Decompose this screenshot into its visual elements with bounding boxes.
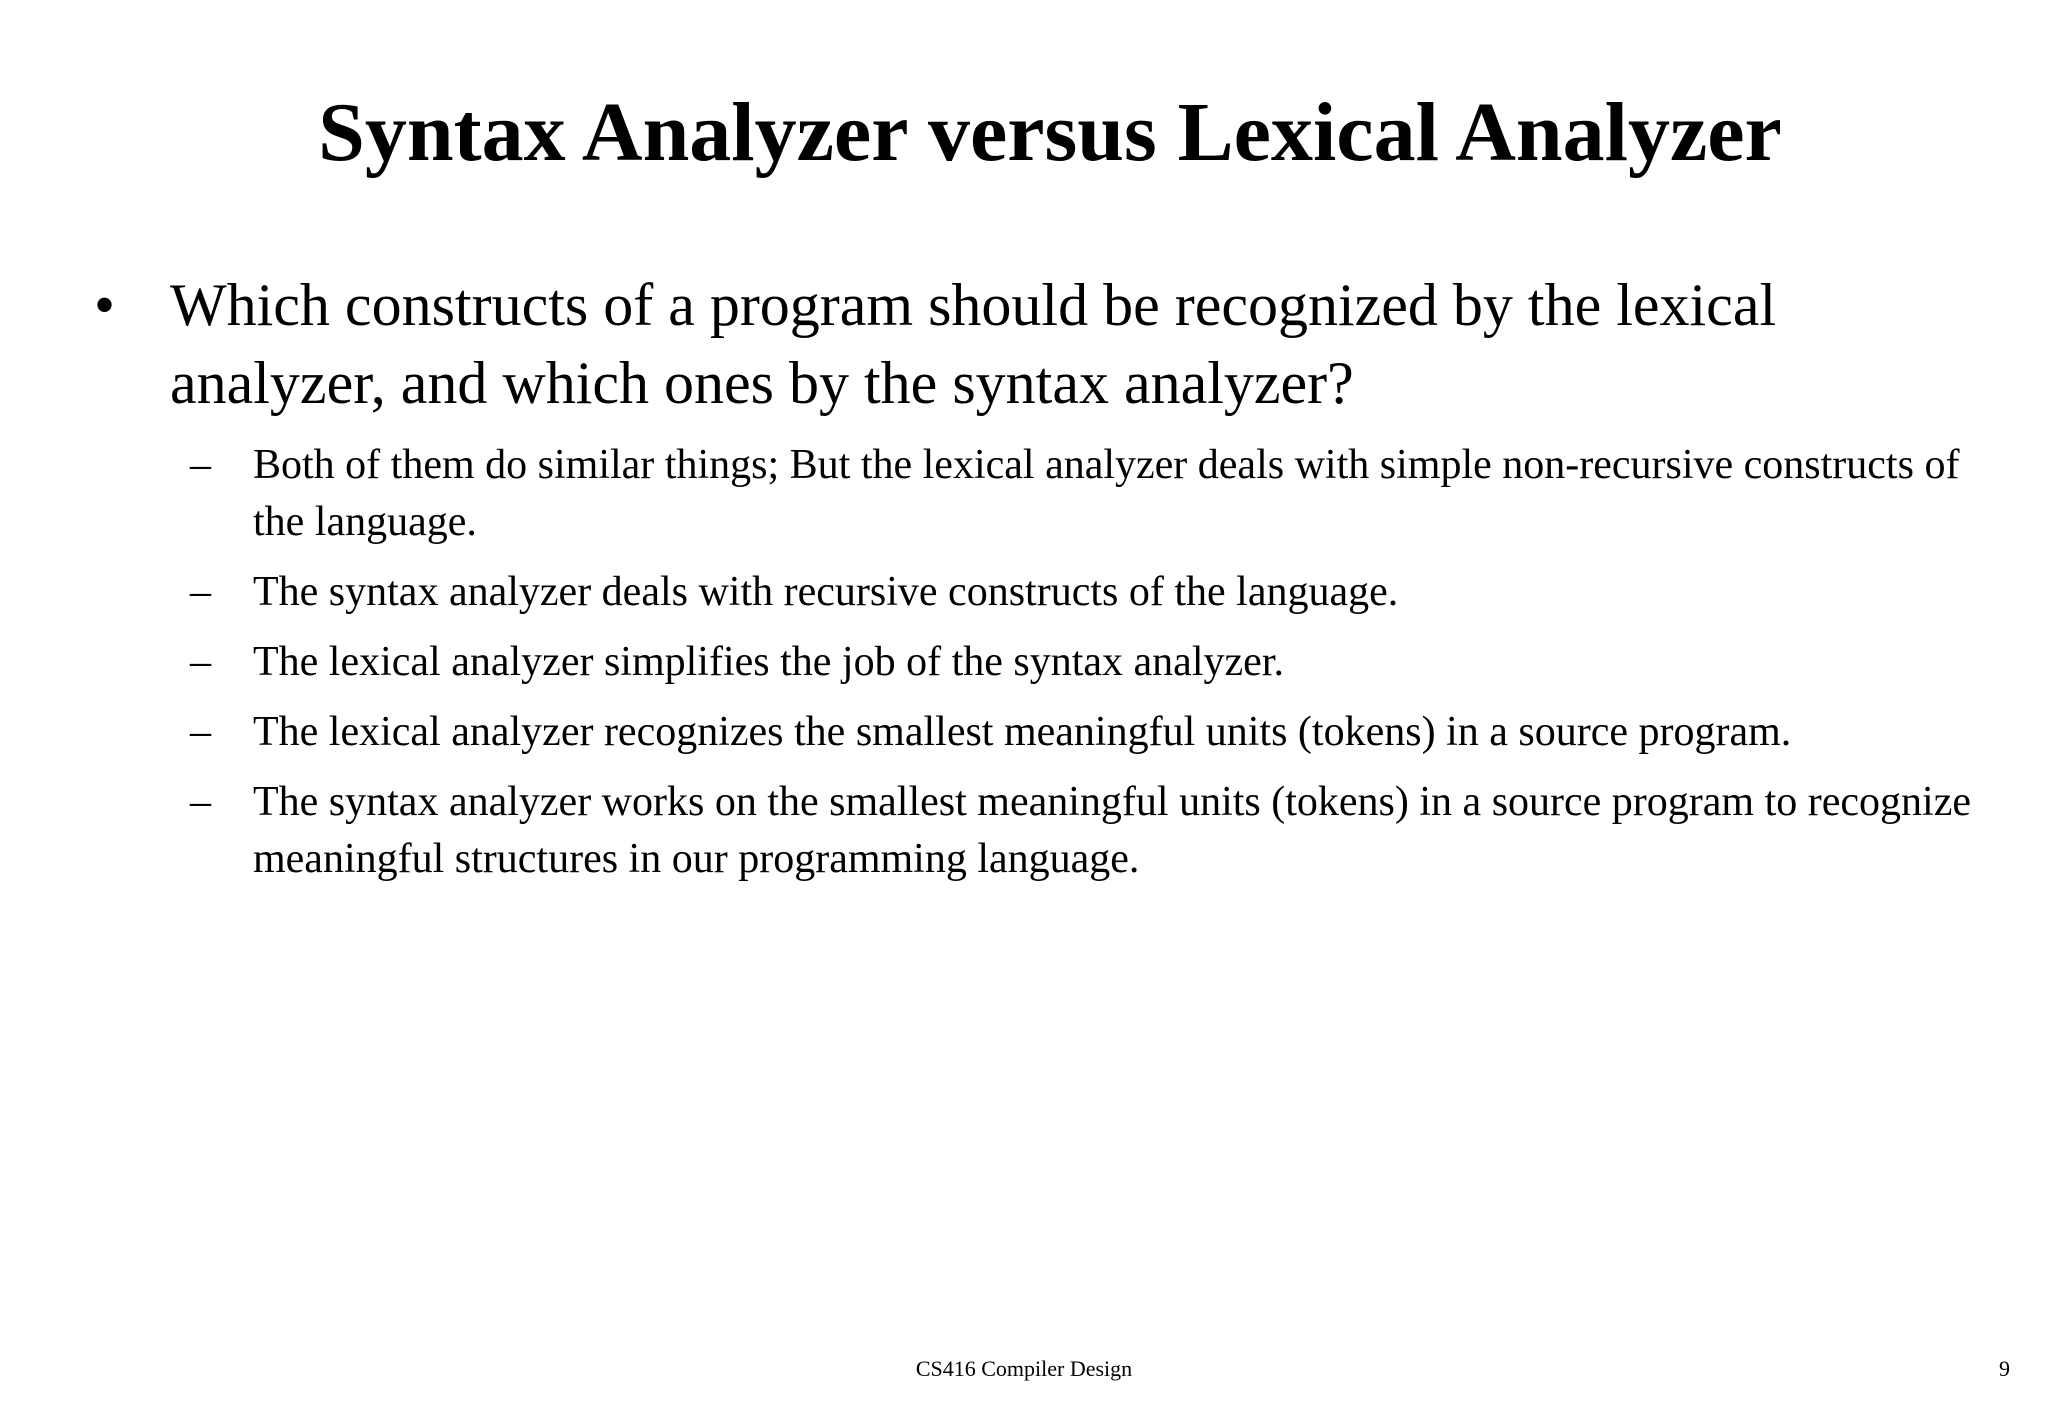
sub-bullet-item <box>190 774 2020 888</box>
sub-bullet-item <box>190 704 2020 761</box>
sub-bullet-item <box>190 634 2020 691</box>
sub-bullet-text: The lexical analyzer recognizes the smallest meaningful units (tokens) in a source program. <box>253 709 1792 755</box>
sub-bullet-text: The lexical analyzer simplifies the job of the syntax analyzer. <box>253 639 1284 685</box>
sub-bullet-text: The syntax analyzer deals with recursive constructs of the language. <box>253 569 1399 615</box>
dash-icon: – <box>190 779 211 825</box>
dash-icon: – <box>190 569 211 615</box>
sub-bullet-item <box>190 437 2020 551</box>
footer-course-label: CS416 Compiler Design <box>915 1356 1133 1381</box>
dash-icon: – <box>190 639 211 685</box>
page-number: 9 <box>1999 1356 2010 1381</box>
dash-icon: – <box>190 709 211 755</box>
main-bullet-text: Which constructs of a program should be recognized by the lexical analyzer, and which ones by the syntax analyzer? <box>170 272 1777 416</box>
bullet-dot-icon: • <box>94 272 116 338</box>
sub-bullet-text: The syntax analyzer works on the smallest meaningful units (tokens) in a source program to recognize meaningful structures in our programming language. <box>253 779 1971 882</box>
sub-bullet-list <box>190 437 2020 901</box>
sub-bullet-item <box>190 564 2020 621</box>
sub-bullet-text: Both of them do similar things; But the lexical analyzer deals with simple non-recursive constructs of the language. <box>253 442 1960 545</box>
slide-title: Syntax Analyzer versus Lexical Analyzer <box>318 86 1782 179</box>
dash-icon: – <box>190 442 211 488</box>
